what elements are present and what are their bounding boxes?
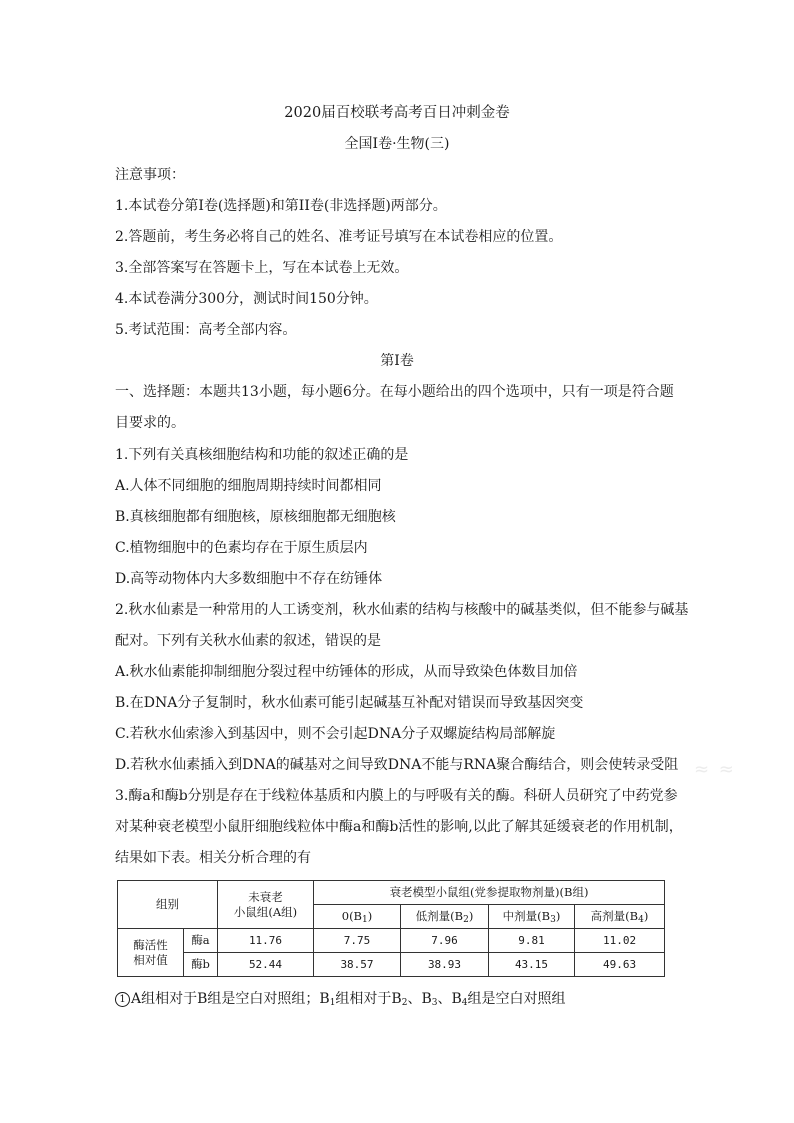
row-header-line: 酶活性 bbox=[133, 937, 168, 952]
question-1-option-c: C.植物细胞中的色素均存在于原生质层内 bbox=[115, 540, 368, 556]
note-item: 2.答题前，考生务必将自己的姓名、准考证号填写在本试卷相应的位置。 bbox=[115, 229, 563, 245]
note-item: 5.考试范围：高考全部内容。 bbox=[115, 322, 297, 338]
table-row-header bbox=[118, 929, 184, 977]
table-header-young bbox=[218, 881, 314, 929]
table-cell: 38.57 bbox=[314, 953, 401, 977]
question-3-statement-1 bbox=[115, 990, 566, 1008]
table-header-group: 组别 bbox=[118, 881, 218, 929]
enzyme-label: 酶b bbox=[184, 953, 218, 977]
question-1-stem: 1.下列有关真核细胞结构和功能的叙述正确的是 bbox=[115, 447, 409, 463]
dose-label: 中剂量(B bbox=[502, 909, 551, 923]
table-cell: 52.44 bbox=[218, 953, 314, 977]
subscript: 3 bbox=[431, 998, 438, 1008]
exam-title: 2020届百校联考高考百日冲刺金卷 bbox=[284, 105, 510, 121]
subscript: 4 bbox=[461, 998, 468, 1008]
table-cell: 7.75 bbox=[314, 929, 401, 953]
note-item: 3.全部答案写在答题卡上，写在本试卷上无效。 bbox=[115, 260, 409, 276]
table-row-enzyme-b bbox=[118, 953, 665, 977]
question-2-option-a: A.秋水仙素能抑制细胞分裂过程中纺锤体的形成，从而导致染色体数目加倍 bbox=[115, 664, 578, 680]
table-cell: 43.15 bbox=[489, 953, 575, 977]
close-paren: ) bbox=[367, 909, 373, 923]
exam-subtitle: 全国I卷·生物(三) bbox=[344, 136, 450, 152]
question-3-stem: 对某种衰老模型小鼠肝细胞线粒体中酶a和酶b活性的影响,以此了解其延缓衰老的作用机制， bbox=[115, 819, 683, 835]
note-item: 4.本试卷满分300分，测试时间150分钟。 bbox=[115, 291, 378, 307]
table-cell: 38.93 bbox=[401, 953, 489, 977]
statement-text: 组是空白对照组 bbox=[467, 991, 566, 1007]
dose-subscript: 1 bbox=[362, 915, 368, 925]
statement-text: 、B bbox=[407, 991, 432, 1007]
dose-label: 0(B bbox=[341, 909, 363, 923]
question-3-stem: 结果如下表。相关分析合理的有 bbox=[115, 850, 311, 866]
table-cell: 7.96 bbox=[401, 929, 489, 953]
enzyme-activity-table bbox=[117, 880, 665, 977]
close-paren: ) bbox=[555, 909, 561, 923]
question-1-option-d: D.高等动物体内大多数细胞中不存在纺锤体 bbox=[115, 571, 383, 587]
table-header-dose-high bbox=[575, 905, 665, 929]
question-3-stem: 3.酶a和酶b分别是存在于线粒体基质和内膜上的与呼吸有关的酶。科研人员研究了中药党参 bbox=[115, 788, 678, 804]
table-cell: 11.76 bbox=[218, 929, 314, 953]
question-2-option-c: C.若秋水仙索渗入到基因中，则不会引起DNA分子双螺旋结构局部解旋 bbox=[115, 726, 556, 742]
enzyme-label: 酶a bbox=[184, 929, 218, 953]
section-instruction: 目要求的。 bbox=[115, 415, 185, 431]
note-item: 1.本试卷分第I卷(选择题)和第II卷(非选择题)两部分。 bbox=[115, 198, 447, 214]
question-2-option-b: B.在DNA分子复制时，秋水仙素可能引起碱基互补配对错误而导致基因突变 bbox=[115, 695, 584, 711]
section-title: 第I卷 bbox=[380, 353, 414, 369]
dose-label: 低剂量(B bbox=[415, 909, 464, 923]
row-header-line: 相对值 bbox=[133, 952, 168, 967]
question-2-stem: 配对。下列有关秋水仙素的叙述，错误的是 bbox=[115, 633, 381, 649]
table-header-dose-0 bbox=[314, 905, 401, 929]
dose-label: 高剂量(B bbox=[590, 909, 639, 923]
table-row-enzyme-a bbox=[118, 929, 665, 953]
question-2-option-d: D.若秋水仙素插入到DNA的碱基对之间导致DNA不能与RNA聚合酶结合，则会使转录受阻 bbox=[115, 757, 679, 773]
table-cell: 11.02 bbox=[575, 929, 665, 953]
close-paren: ) bbox=[468, 909, 474, 923]
dose-subscript: 3 bbox=[550, 915, 556, 925]
statement-text: A组相对于B组是空白对照组；B bbox=[131, 991, 330, 1007]
close-paren: ) bbox=[643, 909, 649, 923]
watermark-logo: ≈ ≈ bbox=[694, 759, 736, 780]
table-header-aged: 衰老模型小鼠组(党参提取物剂量)(B组) bbox=[314, 881, 665, 905]
question-2-stem: 2.秋水仙素是一种常用的人工诱变剂，秋水仙素的结构与核酸中的碱基类似，但不能参与碱基 bbox=[115, 602, 689, 618]
young-header-line: 未衰老 bbox=[248, 889, 283, 904]
statement-text: 组相对于B bbox=[335, 991, 402, 1007]
question-1-option-a: A.人体不同细胞的细胞周期持续时间都相同 bbox=[115, 478, 382, 494]
table-header-dose-mid bbox=[489, 905, 575, 929]
dose-subscript: 2 bbox=[463, 915, 469, 925]
subscript: 2 bbox=[401, 998, 408, 1008]
table-cell: 9.81 bbox=[489, 929, 575, 953]
dose-subscript: 4 bbox=[638, 915, 644, 925]
young-header-line: 小鼠组(A组) bbox=[233, 904, 298, 919]
question-1-option-b: B.真核细胞都有细胞核，原核细胞都无细胞核 bbox=[115, 509, 396, 525]
subscript: 1 bbox=[329, 998, 336, 1008]
table-header-dose-low bbox=[401, 905, 489, 929]
circled-number-marker: 1 bbox=[115, 992, 130, 1007]
section-instruction: 一、选择题：本题共13小题，每小题6分。在每小题给出的四个选项中，只有一项是符合题 bbox=[115, 384, 674, 400]
statement-text: 、B bbox=[437, 991, 462, 1007]
table-cell: 49.63 bbox=[575, 953, 665, 977]
notes-heading: 注意事项： bbox=[115, 167, 185, 183]
